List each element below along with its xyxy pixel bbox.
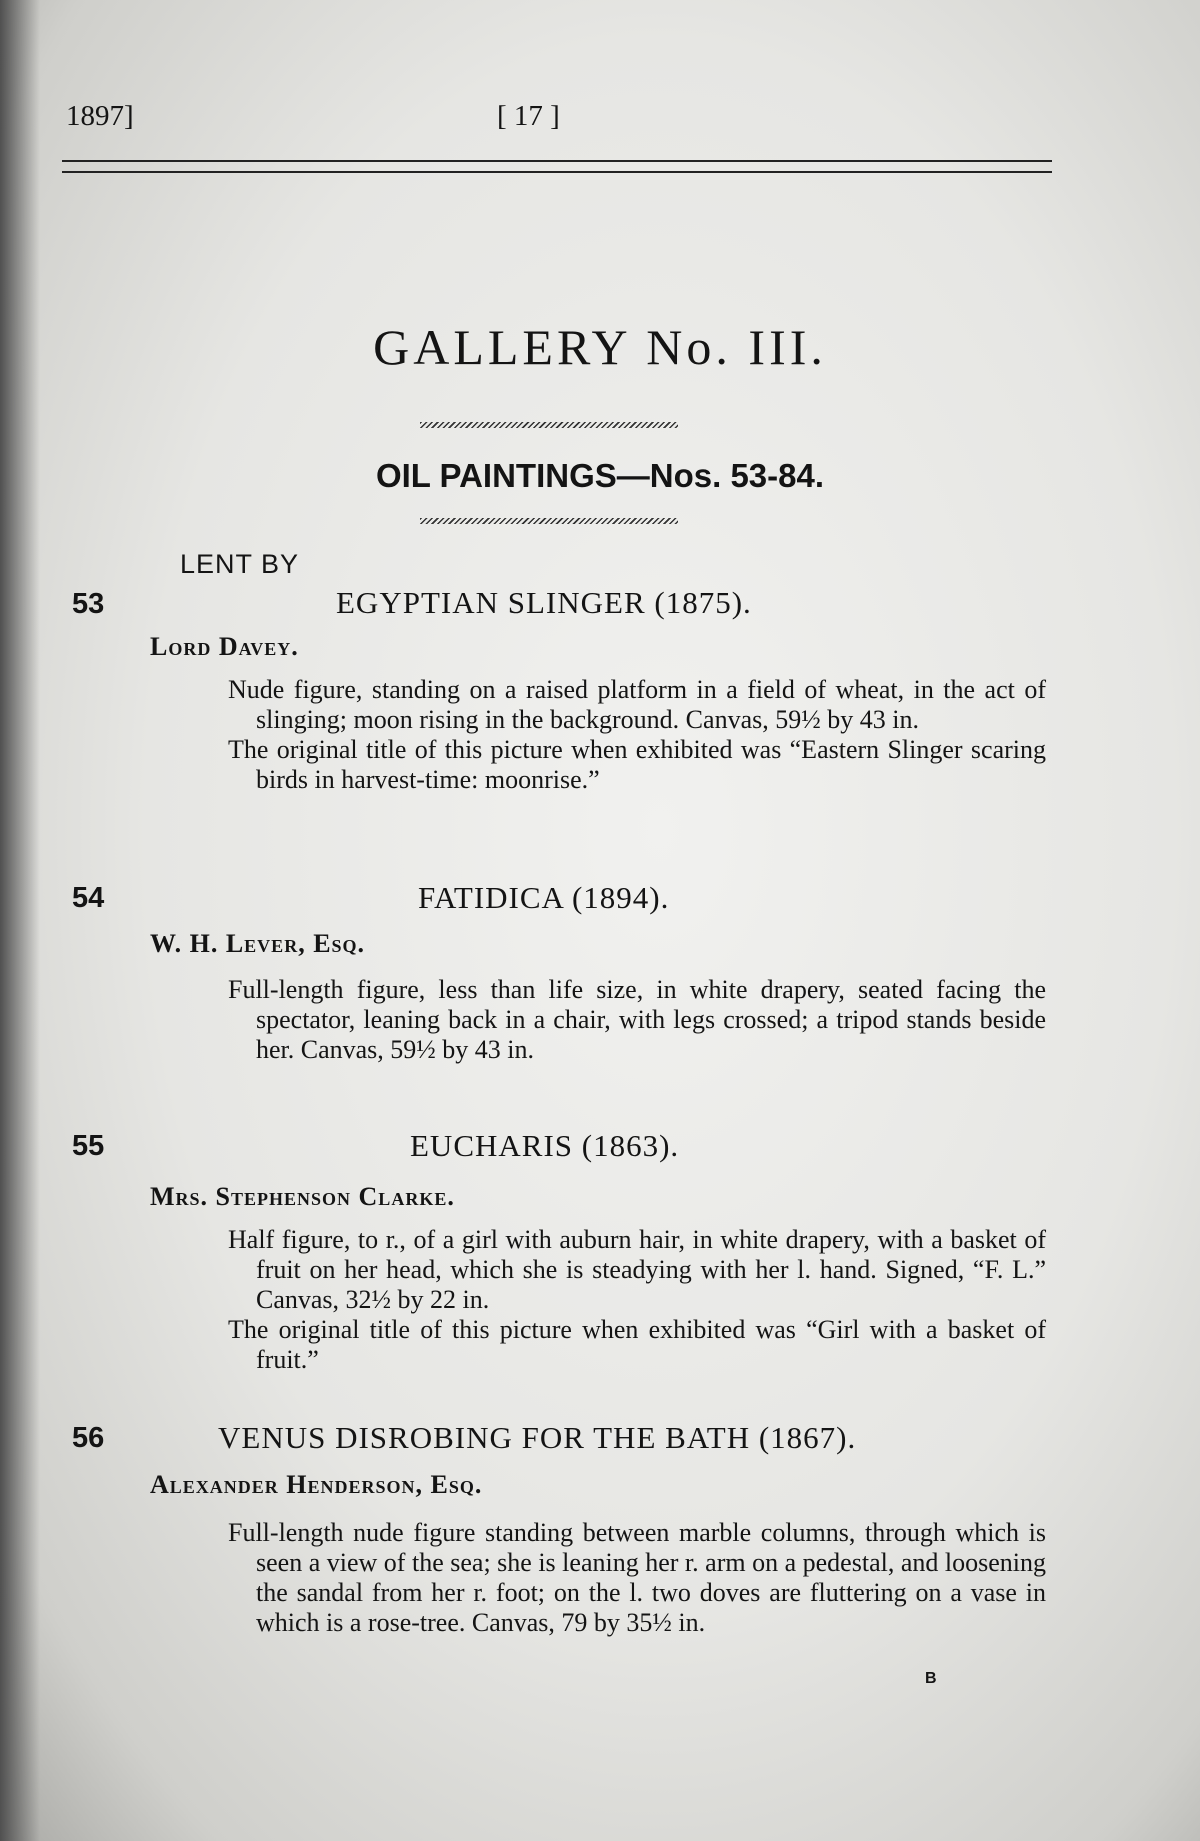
entry-lender: Mrs. Stephenson Clarke. <box>150 1182 455 1211</box>
entry-description <box>228 975 1046 1065</box>
entry-lender: Lord Davey. <box>150 632 299 661</box>
signature-mark: B <box>925 1670 937 1687</box>
entry-number: 53 <box>72 588 105 620</box>
description-paragraph: The original title of this picture when exhibited was “Eastern Slinger scaring birds in harvest-time: moonrise.” <box>228 735 1046 794</box>
description-paragraph: Full-length figure, less than life size, in white drapery, seated facing the spectator, leaning back in a chair, with legs crossed; a tripod stands beside her. Canvas, 59½ by 43 in. <box>228 975 1046 1064</box>
entry-title: VENUS DISROBING FOR THE BATH (1867). <box>218 1420 857 1455</box>
entry-number: 54 <box>72 882 105 914</box>
entry-title: FATIDICA (1894). <box>418 880 670 915</box>
entry-number: 55 <box>72 1130 105 1162</box>
wavy-rule-top <box>420 422 678 428</box>
entry-description <box>228 1225 1046 1375</box>
entry-lender: W. H. Lever, Esq. <box>150 929 366 958</box>
description-paragraph: Nude figure, standing on a raised platform in a field of wheat, in the act of slinging; moon rising in the background. Canvas, 59½ by 43 in. <box>228 675 1046 734</box>
entry-description <box>228 1518 1046 1638</box>
entry-description <box>228 675 1046 795</box>
entry-title: EUCHARIS (1863). <box>410 1128 680 1163</box>
description-paragraph: Half figure, to r., of a girl with auburn hair, in white drapery, with a basket of fruit on her head, which she is steadying with her l. hand. Signed, “F. L.” Canvas, 32½ by 22 in. <box>228 1225 1046 1314</box>
wavy-rule-bottom <box>420 518 678 524</box>
description-paragraph: Full-length nude figure standing between marble columns, through which is seen a view of the sea; she is leaning her r. arm on a pedestal, and loosening the sandal from her r. foot; on the l. two doves are fluttering on a vase in which is a rose-tree. Canvas, 79 by 35½ in. <box>228 1518 1046 1637</box>
lent-by-label: LENT BY <box>180 549 300 579</box>
header-double-rule <box>62 160 1052 173</box>
description-paragraph: The original title of this picture when exhibited was “Girl with a basket of fruit.” <box>228 1315 1046 1374</box>
entry-title: EGYPTIAN SLINGER (1875). <box>336 585 752 620</box>
gallery-title: GALLERY No. III. <box>373 319 827 375</box>
section-title: OIL PAINTINGS—Nos. 53-84. <box>375 457 825 494</box>
header-year: 1897] <box>66 100 134 132</box>
header-page-number: [ 17 ] <box>497 100 560 132</box>
entry-lender: Alexander Henderson, Esq. <box>150 1470 483 1499</box>
entry-number: 56 <box>72 1422 105 1454</box>
